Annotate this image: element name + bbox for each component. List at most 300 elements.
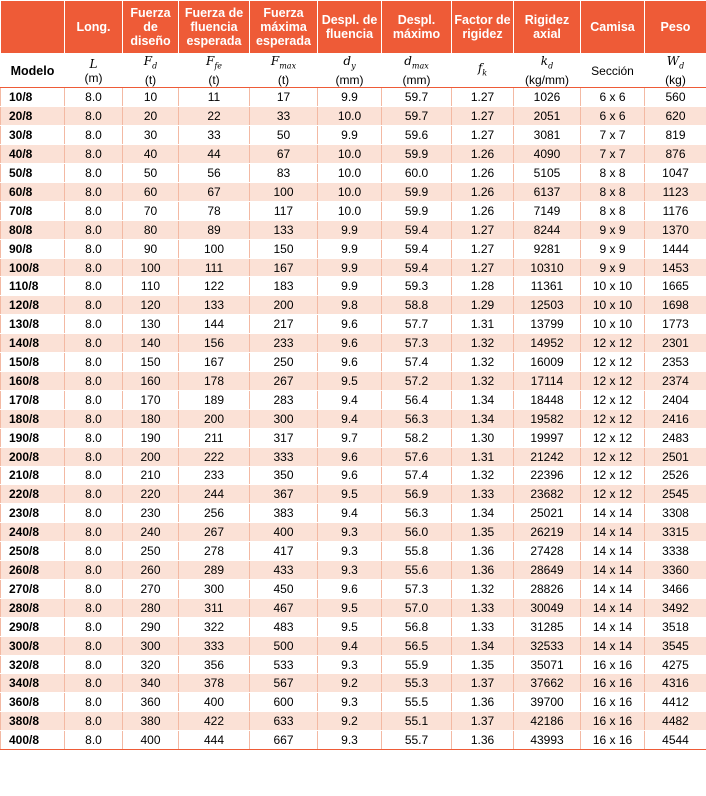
cell-stiffness-factor: 1.27 — [452, 88, 514, 107]
table-row — [1, 504, 706, 523]
cell-model: 140/8 — [1, 334, 65, 353]
unit-dy: $d_y$ (mm) — [318, 54, 382, 88]
cell-weight: 2353 — [645, 353, 706, 372]
cell-axial-stiffness: 19997 — [514, 428, 581, 447]
cell-yield-force: 267 — [179, 523, 250, 542]
table-row — [1, 674, 706, 693]
cell-length: 8.0 — [65, 182, 123, 201]
cell-model: 190/8 — [1, 428, 65, 447]
table-row — [1, 636, 706, 655]
cell-design-force: 210 — [123, 466, 179, 485]
cell-yield-displacement: 9.4 — [318, 636, 382, 655]
cell-design-force: 10 — [123, 88, 179, 107]
cell-weight: 1370 — [645, 220, 706, 239]
cell-model: 150/8 — [1, 353, 65, 372]
cell-length: 8.0 — [65, 466, 123, 485]
cell-model: 250/8 — [1, 542, 65, 561]
cell-axial-stiffness: 12503 — [514, 296, 581, 315]
cell-max-displacement: 59.6 — [382, 126, 452, 145]
cell-weight: 1665 — [645, 277, 706, 296]
table-row — [1, 353, 706, 372]
cell-sleeve-section: 8 x 8 — [581, 164, 645, 183]
cell-weight: 620 — [645, 107, 706, 126]
cell-yield-force: 22 — [179, 107, 250, 126]
cell-max-displacement: 59.4 — [382, 239, 452, 258]
cell-length: 8.0 — [65, 428, 123, 447]
cell-max-force: 50 — [250, 126, 318, 145]
table-row — [1, 523, 706, 542]
cell-max-displacement: 57.4 — [382, 353, 452, 372]
cell-model: 170/8 — [1, 390, 65, 409]
cell-max-force: 100 — [250, 182, 318, 201]
table-row — [1, 561, 706, 580]
cell-stiffness-factor: 1.33 — [452, 617, 514, 636]
cell-axial-stiffness: 23682 — [514, 485, 581, 504]
cell-axial-stiffness: 14952 — [514, 334, 581, 353]
cell-max-force: 350 — [250, 466, 318, 485]
cell-max-displacement: 57.0 — [382, 598, 452, 617]
cell-stiffness-factor: 1.27 — [452, 126, 514, 145]
cell-stiffness-factor: 1.36 — [452, 561, 514, 580]
header-cell-design-force: Fuerza de diseño — [123, 1, 179, 54]
cell-model: 200/8 — [1, 447, 65, 466]
cell-max-force: 117 — [250, 201, 318, 220]
cell-sleeve-section: 14 x 14 — [581, 542, 645, 561]
cell-length: 8.0 — [65, 315, 123, 334]
cell-stiffness-factor: 1.26 — [452, 201, 514, 220]
cell-max-force: 33 — [250, 107, 318, 126]
cell-axial-stiffness: 25021 — [514, 504, 581, 523]
cell-length: 8.0 — [65, 674, 123, 693]
cell-yield-force: 156 — [179, 334, 250, 353]
cell-max-displacement: 56.3 — [382, 504, 452, 523]
cell-model: 120/8 — [1, 296, 65, 315]
cell-length: 8.0 — [65, 353, 123, 372]
cell-sleeve-section: 16 x 16 — [581, 693, 645, 712]
cell-max-force: 500 — [250, 636, 318, 655]
cell-sleeve-section: 9 x 9 — [581, 258, 645, 277]
cell-yield-displacement: 9.2 — [318, 712, 382, 731]
cell-yield-displacement: 10.0 — [318, 145, 382, 164]
cell-max-force: 467 — [250, 598, 318, 617]
cell-weight: 1453 — [645, 258, 706, 277]
cell-sleeve-section: 12 x 12 — [581, 447, 645, 466]
table-row — [1, 126, 706, 145]
header-cell-blank — [1, 1, 65, 54]
cell-length: 8.0 — [65, 655, 123, 674]
cell-sleeve-section: 12 x 12 — [581, 353, 645, 372]
table-row — [1, 579, 706, 598]
table-row — [1, 315, 706, 334]
cell-weight: 4412 — [645, 693, 706, 712]
cell-max-force: 483 — [250, 617, 318, 636]
cell-yield-force: 33 — [179, 126, 250, 145]
cell-axial-stiffness: 11361 — [514, 277, 581, 296]
cell-yield-displacement: 9.9 — [318, 277, 382, 296]
cell-yield-force: 100 — [179, 239, 250, 258]
table-row — [1, 220, 706, 239]
cell-axial-stiffness: 26219 — [514, 523, 581, 542]
cell-axial-stiffness: 10310 — [514, 258, 581, 277]
cell-sleeve-section: 12 x 12 — [581, 485, 645, 504]
cell-stiffness-factor: 1.26 — [452, 164, 514, 183]
header-cell-yield-force: Fuerza de fluencia esperada — [179, 1, 250, 54]
cell-design-force: 120 — [123, 296, 179, 315]
cell-max-displacement: 59.4 — [382, 258, 452, 277]
cell-max-force: 300 — [250, 409, 318, 428]
cell-yield-force: 44 — [179, 145, 250, 164]
cell-stiffness-factor: 1.37 — [452, 674, 514, 693]
cell-design-force: 250 — [123, 542, 179, 561]
unit-dmax: $d_{max}$ (mm) — [382, 54, 452, 88]
cell-yield-displacement: 9.5 — [318, 598, 382, 617]
cell-stiffness-factor: 1.29 — [452, 296, 514, 315]
cell-length: 8.0 — [65, 145, 123, 164]
cell-axial-stiffness: 9281 — [514, 239, 581, 258]
cell-stiffness-factor: 1.27 — [452, 107, 514, 126]
table-row — [1, 598, 706, 617]
cell-yield-force: 222 — [179, 447, 250, 466]
cell-yield-displacement: 9.2 — [318, 674, 382, 693]
cell-weight: 3492 — [645, 598, 706, 617]
cell-max-force: 200 — [250, 296, 318, 315]
cell-max-displacement: 59.7 — [382, 107, 452, 126]
cell-design-force: 140 — [123, 334, 179, 353]
cell-stiffness-factor: 1.34 — [452, 390, 514, 409]
table-row — [1, 542, 706, 561]
cell-stiffness-factor: 1.35 — [452, 523, 514, 542]
cell-axial-stiffness: 28649 — [514, 561, 581, 580]
cell-axial-stiffness: 5105 — [514, 164, 581, 183]
cell-length: 8.0 — [65, 504, 123, 523]
cell-yield-force: 311 — [179, 598, 250, 617]
cell-design-force: 270 — [123, 579, 179, 598]
cell-length: 8.0 — [65, 712, 123, 731]
cell-yield-displacement: 9.9 — [318, 126, 382, 145]
cell-design-force: 50 — [123, 164, 179, 183]
cell-design-force: 300 — [123, 636, 179, 655]
cell-max-displacement: 56.3 — [382, 409, 452, 428]
cell-model: 160/8 — [1, 371, 65, 390]
cell-length: 8.0 — [65, 201, 123, 220]
cell-weight: 1123 — [645, 182, 706, 201]
table-row — [1, 182, 706, 201]
cell-yield-displacement: 9.3 — [318, 693, 382, 712]
cell-max-displacement: 56.9 — [382, 485, 452, 504]
cell-design-force: 340 — [123, 674, 179, 693]
table-row — [1, 164, 706, 183]
cell-max-force: 433 — [250, 561, 318, 580]
cell-sleeve-section: 12 x 12 — [581, 466, 645, 485]
cell-model: 10/8 — [1, 88, 65, 107]
cell-max-force: 333 — [250, 447, 318, 466]
cell-length: 8.0 — [65, 88, 123, 107]
cell-sleeve-section: 7 x 7 — [581, 145, 645, 164]
cell-length: 8.0 — [65, 523, 123, 542]
cell-yield-displacement: 10.0 — [318, 164, 382, 183]
cell-length: 8.0 — [65, 239, 123, 258]
cell-max-displacement: 57.4 — [382, 466, 452, 485]
unit-length: L (m) — [65, 54, 123, 88]
table-row — [1, 277, 706, 296]
cell-yield-displacement: 9.6 — [318, 579, 382, 598]
cell-yield-force: 422 — [179, 712, 250, 731]
cell-max-displacement: 60.0 — [382, 164, 452, 183]
cell-max-force: 633 — [250, 712, 318, 731]
cell-max-force: 133 — [250, 220, 318, 239]
header-cell-max-force: Fuerza máxima esperada — [250, 1, 318, 54]
cell-model: 400/8 — [1, 731, 65, 750]
cell-axial-stiffness: 17114 — [514, 371, 581, 390]
table-row — [1, 428, 706, 447]
cell-model: 130/8 — [1, 315, 65, 334]
cell-weight: 3360 — [645, 561, 706, 580]
cell-axial-stiffness: 19582 — [514, 409, 581, 428]
cell-weight: 1176 — [645, 201, 706, 220]
header-cell-max-displacement: Despl. máximo — [382, 1, 452, 54]
cell-stiffness-factor: 1.33 — [452, 485, 514, 504]
cell-stiffness-factor: 1.28 — [452, 277, 514, 296]
cell-max-displacement: 56.4 — [382, 390, 452, 409]
cell-weight: 819 — [645, 126, 706, 145]
cell-max-force: 217 — [250, 315, 318, 334]
cell-axial-stiffness: 43993 — [514, 731, 581, 750]
cell-yield-force: 356 — [179, 655, 250, 674]
cell-max-force: 183 — [250, 277, 318, 296]
cell-sleeve-section: 14 x 14 — [581, 579, 645, 598]
unit-fk: $f_k$ — [452, 54, 514, 88]
cell-max-force: 667 — [250, 731, 318, 750]
cell-yield-force: 444 — [179, 731, 250, 750]
cell-yield-force: 400 — [179, 693, 250, 712]
cell-max-displacement: 59.3 — [382, 277, 452, 296]
cell-max-force: 567 — [250, 674, 318, 693]
cell-design-force: 290 — [123, 617, 179, 636]
cell-yield-displacement: 9.9 — [318, 88, 382, 107]
cell-yield-force: 189 — [179, 390, 250, 409]
cell-length: 8.0 — [65, 126, 123, 145]
cell-yield-displacement: 9.9 — [318, 220, 382, 239]
cell-weight: 876 — [645, 145, 706, 164]
cell-weight: 4316 — [645, 674, 706, 693]
table-row — [1, 409, 706, 428]
cell-axial-stiffness: 42186 — [514, 712, 581, 731]
cell-sleeve-section: 14 x 14 — [581, 598, 645, 617]
cell-model: 220/8 — [1, 485, 65, 504]
cell-yield-force: 378 — [179, 674, 250, 693]
cell-sleeve-section: 8 x 8 — [581, 182, 645, 201]
header-cell-weight: Peso — [645, 1, 706, 54]
table-row — [1, 390, 706, 409]
cell-yield-force: 167 — [179, 353, 250, 372]
cell-model: 340/8 — [1, 674, 65, 693]
cell-axial-stiffness: 30049 — [514, 598, 581, 617]
cell-model: 290/8 — [1, 617, 65, 636]
cell-max-force: 83 — [250, 164, 318, 183]
cell-model: 240/8 — [1, 523, 65, 542]
cell-weight: 2374 — [645, 371, 706, 390]
cell-model: 70/8 — [1, 201, 65, 220]
cell-model: 80/8 — [1, 220, 65, 239]
unit-kd: $k_d$ (kg/mm) — [514, 54, 581, 88]
cell-design-force: 160 — [123, 371, 179, 390]
cell-stiffness-factor: 1.31 — [452, 315, 514, 334]
cell-max-force: 67 — [250, 145, 318, 164]
cell-design-force: 280 — [123, 598, 179, 617]
cell-length: 8.0 — [65, 296, 123, 315]
table-row — [1, 88, 706, 107]
cell-model: 60/8 — [1, 182, 65, 201]
cell-max-displacement: 56.5 — [382, 636, 452, 655]
cell-sleeve-section: 14 x 14 — [581, 617, 645, 636]
cell-design-force: 110 — [123, 277, 179, 296]
cell-length: 8.0 — [65, 617, 123, 636]
cell-model: 300/8 — [1, 636, 65, 655]
cell-axial-stiffness: 18448 — [514, 390, 581, 409]
cell-yield-displacement: 9.4 — [318, 504, 382, 523]
cell-design-force: 150 — [123, 353, 179, 372]
header-cell-yield-displacement: Despl. de fluencia — [318, 1, 382, 54]
cell-max-force: 150 — [250, 239, 318, 258]
cell-max-force: 167 — [250, 258, 318, 277]
cell-weight: 3308 — [645, 504, 706, 523]
cell-max-displacement: 57.3 — [382, 334, 452, 353]
cell-max-force: 250 — [250, 353, 318, 372]
cell-weight: 1444 — [645, 239, 706, 258]
unit-ffe: $F_{fe}$ (t) — [179, 54, 250, 88]
table-row — [1, 201, 706, 220]
cell-stiffness-factor: 1.27 — [452, 258, 514, 277]
cell-model: 30/8 — [1, 126, 65, 145]
cell-yield-force: 322 — [179, 617, 250, 636]
table-row — [1, 485, 706, 504]
cell-weight: 3338 — [645, 542, 706, 561]
cell-yield-displacement: 9.6 — [318, 315, 382, 334]
cell-weight: 560 — [645, 88, 706, 107]
cell-sleeve-section: 16 x 16 — [581, 712, 645, 731]
cell-stiffness-factor: 1.34 — [452, 504, 514, 523]
cell-yield-force: 122 — [179, 277, 250, 296]
table-row — [1, 447, 706, 466]
cell-yield-displacement: 9.5 — [318, 617, 382, 636]
cell-design-force: 360 — [123, 693, 179, 712]
cell-sleeve-section: 6 x 6 — [581, 107, 645, 126]
cell-sleeve-section: 16 x 16 — [581, 731, 645, 750]
cell-design-force: 200 — [123, 447, 179, 466]
cell-axial-stiffness: 4090 — [514, 145, 581, 164]
cell-axial-stiffness: 28826 — [514, 579, 581, 598]
cell-design-force: 130 — [123, 315, 179, 334]
cell-max-displacement: 55.3 — [382, 674, 452, 693]
header-cell-stiffness-factor: Factor de rigidez — [452, 1, 514, 54]
cell-sleeve-section: 9 x 9 — [581, 220, 645, 239]
cell-design-force: 40 — [123, 145, 179, 164]
cell-length: 8.0 — [65, 561, 123, 580]
cell-length: 8.0 — [65, 731, 123, 750]
cell-design-force: 20 — [123, 107, 179, 126]
cell-stiffness-factor: 1.32 — [452, 371, 514, 390]
cell-axial-stiffness: 3081 — [514, 126, 581, 145]
table-row — [1, 107, 706, 126]
cell-axial-stiffness: 16009 — [514, 353, 581, 372]
cell-design-force: 220 — [123, 485, 179, 504]
cell-weight: 2526 — [645, 466, 706, 485]
cell-max-force: 450 — [250, 579, 318, 598]
cell-sleeve-section: 10 x 10 — [581, 296, 645, 315]
header-cell-axial-stiffness: Rigidez axial — [514, 1, 581, 54]
cell-weight: 2483 — [645, 428, 706, 447]
cell-weight: 3518 — [645, 617, 706, 636]
cell-axial-stiffness: 37662 — [514, 674, 581, 693]
cell-yield-force: 200 — [179, 409, 250, 428]
cell-stiffness-factor: 1.36 — [452, 731, 514, 750]
cell-model: 260/8 — [1, 561, 65, 580]
cell-length: 8.0 — [65, 447, 123, 466]
cell-max-displacement: 55.1 — [382, 712, 452, 731]
cell-stiffness-factor: 1.27 — [452, 220, 514, 239]
cell-weight: 2416 — [645, 409, 706, 428]
cell-model: 110/8 — [1, 277, 65, 296]
cell-design-force: 320 — [123, 655, 179, 674]
header-cell-sleeve: Camisa — [581, 1, 645, 54]
header-cell-length: Long. — [65, 1, 123, 54]
cell-length: 8.0 — [65, 409, 123, 428]
cell-weight: 3466 — [645, 579, 706, 598]
cell-max-displacement: 59.4 — [382, 220, 452, 239]
cell-stiffness-factor: 1.26 — [452, 182, 514, 201]
cell-max-displacement: 57.2 — [382, 371, 452, 390]
cell-axial-stiffness: 6137 — [514, 182, 581, 201]
cell-max-displacement: 58.8 — [382, 296, 452, 315]
cell-max-force: 533 — [250, 655, 318, 674]
cell-yield-displacement: 9.3 — [318, 731, 382, 750]
cell-axial-stiffness: 32533 — [514, 636, 581, 655]
cell-max-displacement: 56.8 — [382, 617, 452, 636]
cell-length: 8.0 — [65, 107, 123, 126]
table-row — [1, 371, 706, 390]
cell-yield-displacement: 10.0 — [318, 201, 382, 220]
cell-weight: 4482 — [645, 712, 706, 731]
table-row — [1, 712, 706, 731]
cell-stiffness-factor: 1.32 — [452, 353, 514, 372]
unit-fd: $F_d$ (t) — [123, 54, 179, 88]
cell-yield-displacement: 9.3 — [318, 523, 382, 542]
cell-max-displacement: 55.6 — [382, 561, 452, 580]
cell-length: 8.0 — [65, 277, 123, 296]
cell-sleeve-section: 12 x 12 — [581, 428, 645, 447]
cell-axial-stiffness: 22396 — [514, 466, 581, 485]
cell-yield-displacement: 9.4 — [318, 409, 382, 428]
cell-stiffness-factor: 1.36 — [452, 693, 514, 712]
cell-yield-force: 256 — [179, 504, 250, 523]
cell-sleeve-section: 14 x 14 — [581, 561, 645, 580]
cell-max-displacement: 55.7 — [382, 731, 452, 750]
cell-axial-stiffness: 13799 — [514, 315, 581, 334]
cell-stiffness-factor: 1.33 — [452, 598, 514, 617]
table-row — [1, 258, 706, 277]
cell-axial-stiffness: 35071 — [514, 655, 581, 674]
cell-design-force: 60 — [123, 182, 179, 201]
cell-max-displacement: 57.3 — [382, 579, 452, 598]
cell-weight: 2501 — [645, 447, 706, 466]
cell-max-displacement: 56.0 — [382, 523, 452, 542]
cell-yield-force: 300 — [179, 579, 250, 598]
cell-yield-displacement: 9.7 — [318, 428, 382, 447]
cell-length: 8.0 — [65, 371, 123, 390]
cell-design-force: 100 — [123, 258, 179, 277]
cell-yield-force: 233 — [179, 466, 250, 485]
cell-yield-displacement: 9.4 — [318, 390, 382, 409]
